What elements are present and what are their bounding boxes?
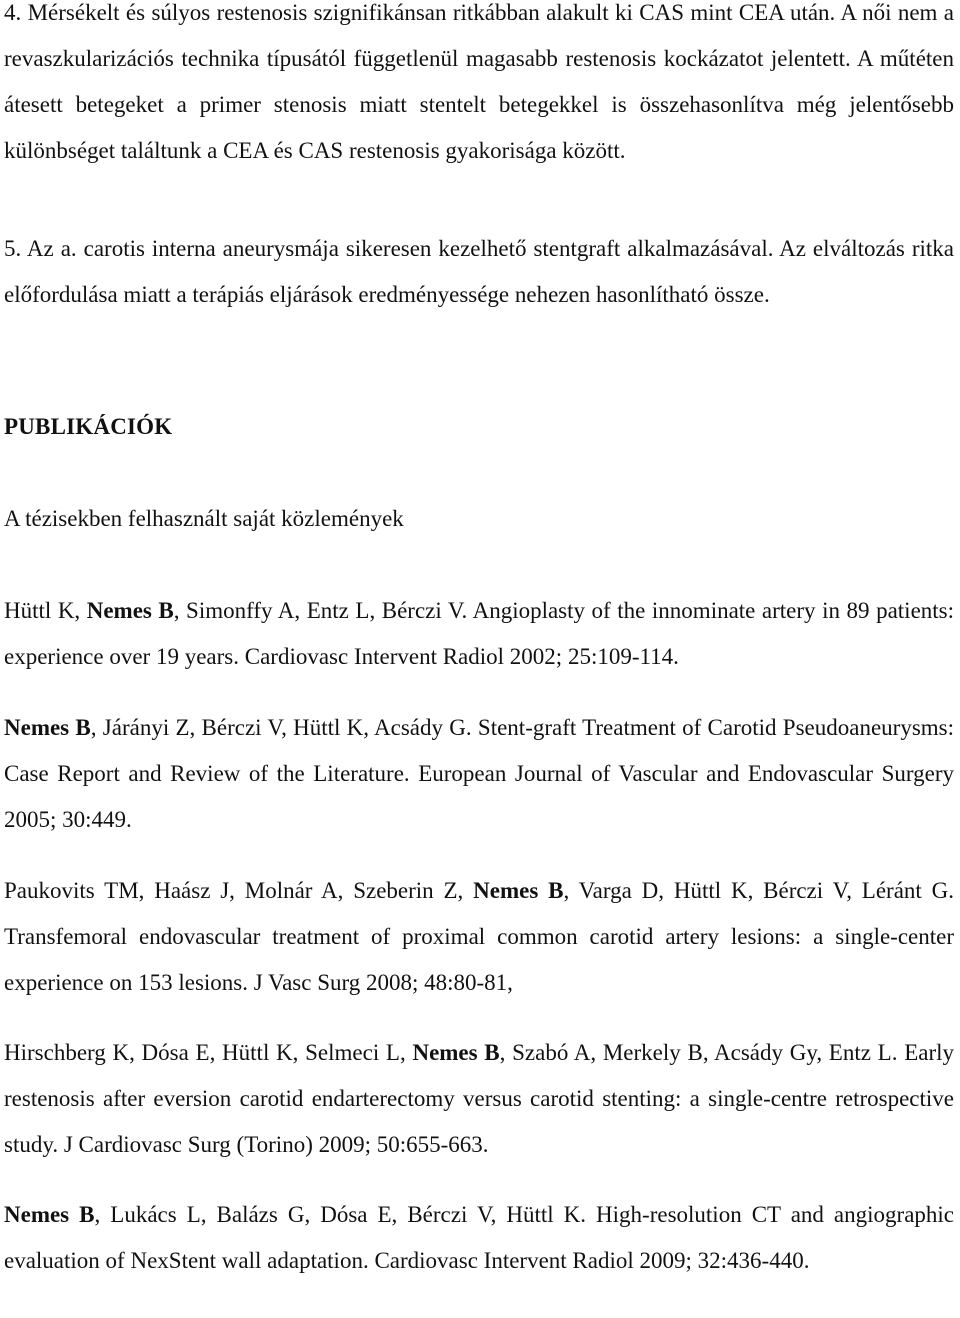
- reference-text: High-resolution CT and angiographic evaluation of NexStent wall adaptation. Cardiovasc Intervent Radiol 2009; 32:436-440.: [4, 1202, 954, 1273]
- reference-text: Early restenosis after eversion carotid endarterectomy versus carotid stenting: a single-centre retrospective study. J Cardiovasc Surg (Torino) 2009; 50:655-663.: [4, 1040, 954, 1157]
- reference-authors-after: , Simonffy A, Entz L, Bérczi V.: [173, 598, 473, 623]
- conclusion-item-4: 4. Mérsékelt és súlyos restenosis szignifikánsan ritkábban alakult ki CAS mint CEA után. A női nem a revaszkularizációs technika típusától függetlenül magasabb restenosis kockázatot jelentett. A műtéten átesett betegeket a primer stenosis miatt stentelt betegekkel is összehasonlítva még jelentősebb különbséget találtunk a CEA és CAS restenosis gyakorisága között.: [4, 0, 954, 163]
- reference-item-1: [4, 588, 954, 680]
- reference-text: Stent-graft Treatment of Carotid Pseudoaneurysms: Case Report and Review of the Literature. European Journal of Vascular and Endovascular Surgery 2005; 30:449.: [4, 715, 955, 832]
- reference-authors-after: , Lukács L, Balázs G, Dósa E, Bérczi V, Hüttl K.: [94, 1202, 597, 1227]
- reference-item-3: [4, 868, 954, 1006]
- reference-item-5: [4, 1192, 954, 1284]
- reference-own-name: Nemes B: [4, 715, 91, 740]
- reference-authors-before: Hirschberg K, Dósa E, Hüttl K, Selmeci L,: [4, 1040, 413, 1065]
- conclusion-item-5: 5. Az a. carotis interna aneurysmája sikeresen kezelhető stentgraft alkalmazásával. Az elváltozás ritka előfordulása miatt a terápiás eljárások eredményessége nehezen hasonlítható össze.: [4, 236, 954, 307]
- reference-own-name: Nemes B: [473, 878, 564, 903]
- reference-authors-after: , Szabó A, Merkely B, Acsády Gy, Entz L.: [499, 1040, 905, 1065]
- reference-item-2: [4, 705, 954, 843]
- reference-own-name: Nemes B: [412, 1040, 500, 1065]
- section-heading-publications: PUBLIKÁCIÓK: [4, 414, 173, 439]
- reference-text: Transfemoral endovascular treatment of proximal common carotid artery lesions: a single-center experience on 153 lesions. J Vasc Surg 2008; 48:80-81,: [4, 924, 954, 995]
- reference-authors-after: , Járányi Z, Bérczi V, Hüttl K, Acsády G.: [90, 715, 478, 740]
- section-subheading-own-publications: A tézisekben felhasznált saját közlemények: [4, 506, 404, 531]
- reference-own-name: Nemes B: [4, 1202, 95, 1227]
- reference-authors-before: Paukovits TM, Haász J, Molnár A, Szeberin Z,: [4, 878, 474, 903]
- reference-own-name: Nemes B: [86, 598, 174, 623]
- reference-text: Angioplasty of the innominate artery in 89 patients: experience over 19 years. Cardiovasc Intervent Radiol 2002; 25:109-114.: [4, 598, 955, 669]
- reference-authors-before: Hüttl K,: [4, 598, 87, 623]
- reference-item-4: [4, 1030, 954, 1168]
- reference-authors-after: , Varga D, Hüttl K, Bérczi V, Léránt G.: [563, 878, 954, 903]
